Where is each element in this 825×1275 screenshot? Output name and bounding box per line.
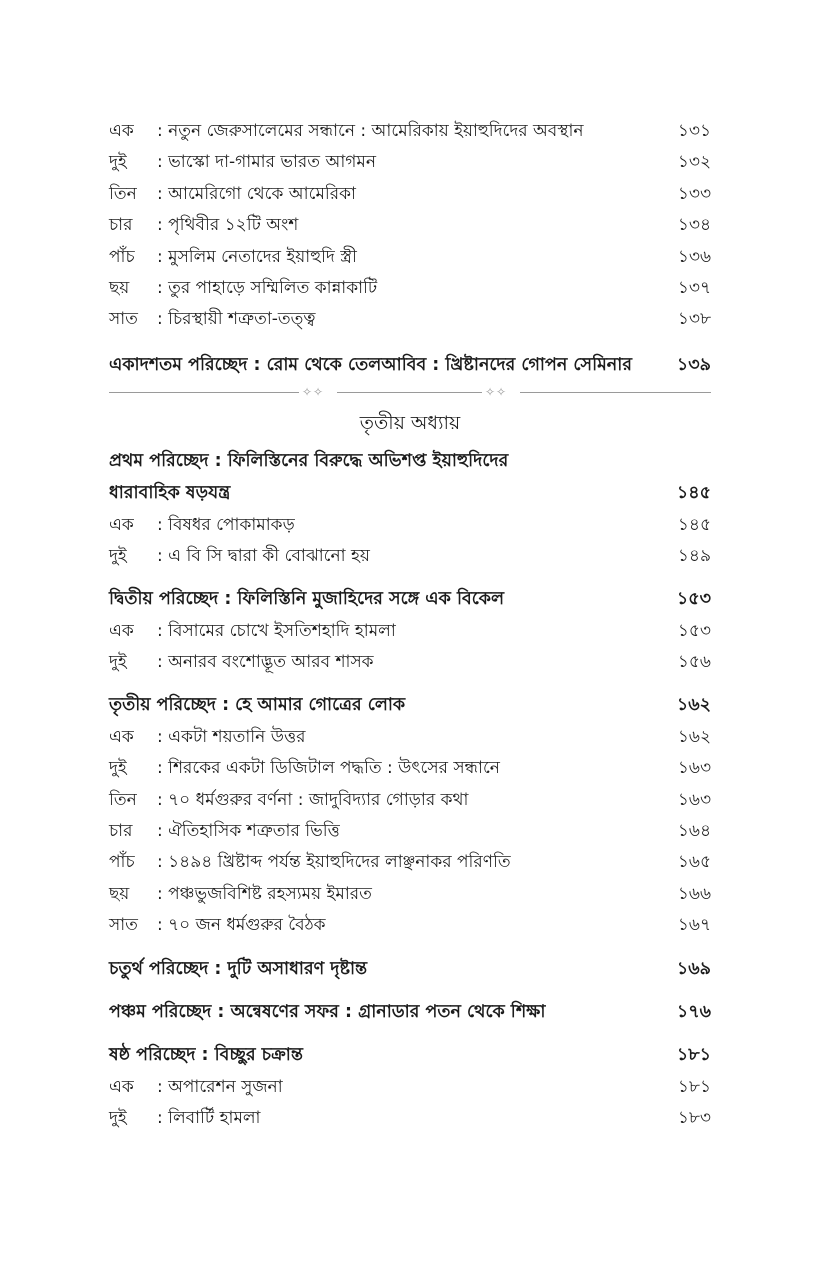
chapter-page: ১৬২ <box>676 695 711 716</box>
toc-entry <box>109 273 711 304</box>
entry-number: ছয় <box>109 883 130 904</box>
divider-line-center <box>337 392 482 393</box>
entry-number: এক <box>109 726 134 747</box>
chapter-title: চতুর্থ পরিচ্ছেদ : দুটি অসাধারণ দৃষ্টান্ত <box>109 958 368 979</box>
entry-title: : ঐতিহাসিক শত্রুতার ভিত্তি <box>157 821 340 842</box>
entry-title: : চিরস্থায়ী শত্রুতা-তত্ত্ব <box>157 309 316 330</box>
toc-entry <box>109 541 711 572</box>
entry-page: ১৫৩ <box>677 620 711 641</box>
entry-page: ১৬৫ <box>677 852 711 873</box>
entry-page: ১৩৩ <box>677 183 711 204</box>
entry-page: ১৮৩ <box>677 1108 711 1129</box>
entry-title: : শিরকের একটা ডিজিটাল পদ্ধতি : উৎসের সন্ধানে <box>157 758 500 779</box>
toc-entry <box>109 1072 711 1103</box>
divider-line-left <box>109 392 299 393</box>
chapter-title: দ্বিতীয় পরিচ্ছেদ : ফিলিস্তিনি মুজাহিদের সঙ্গে এক বিকেল <box>109 589 505 610</box>
part-title: তৃতীয় অধ্যায় <box>359 412 461 435</box>
chapter-heading-6 <box>109 1040 711 1071</box>
entry-title: : লিবার্টি হামলা <box>157 1108 261 1129</box>
entry-page: ১৬৩ <box>677 789 711 810</box>
entry-number: পাঁচ <box>109 246 135 267</box>
entry-page: ১৪৯ <box>677 545 711 566</box>
toc-entry <box>109 210 711 241</box>
entry-number: দুই <box>109 652 127 673</box>
entry-title: : মুসলিম নেতাদের ইয়াহুদি স্ত্রী <box>157 246 357 267</box>
chapter-title: পঞ্চম পরিচ্ছেদ : অন্বেষণের সফর : গ্রানাডার পতন থেকে শিক্ষা <box>109 1001 546 1022</box>
entry-page: ১৩১ <box>677 121 711 141</box>
chapter-page: ১৬৯ <box>676 958 711 979</box>
chapter-page: ১৩৯ <box>676 354 711 375</box>
chapter-title-line2: ধারাবাহিক ষড়যন্ত্র <box>109 483 231 504</box>
entry-page: ১৩৪ <box>677 215 711 236</box>
chapter-title: তৃতীয় পরিচ্ছেদ : হে আমার গোত্রের লোক <box>109 695 406 716</box>
entry-title: : পঞ্চভুজবিশিষ্ট রহস্যময় ইমারত <box>157 883 372 904</box>
entry-number: দুই <box>109 545 127 566</box>
entry-number: এক <box>109 514 134 535</box>
section-items <box>109 116 711 336</box>
entry-number: সাত <box>109 309 138 330</box>
toc-entry <box>109 816 711 847</box>
chapter-page: ১৭৬ <box>676 1001 711 1022</box>
ornament-right: ✧✧ <box>485 385 508 400</box>
entry-number: দুই <box>109 1108 127 1129</box>
ornament-left: ✧✧ <box>302 385 325 400</box>
entry-page: ১৬৭ <box>677 915 711 936</box>
entry-number: এক <box>109 1076 134 1097</box>
entry-title: : ৭০ ধর্মগুরুর বর্ণনা : জাদুবিদ্যার গোড়ার কথা <box>157 789 469 810</box>
entry-title: : বিষধর পোকামাকড় <box>157 514 295 535</box>
chapter-title: ষষ্ঠ পরিচ্ছেদ : বিচ্ছুর চক্রান্ত <box>109 1045 303 1066</box>
entry-page: ১৬৪ <box>677 821 711 842</box>
toc-entry <box>109 647 711 678</box>
table-of-contents <box>109 116 711 1135</box>
toc-entry <box>109 753 711 784</box>
entry-page: ১৬৩ <box>677 758 711 779</box>
toc-entry <box>109 847 711 878</box>
entry-page: ১৮১ <box>677 1076 711 1097</box>
entry-title: : একটা শয়তানি উত্তর <box>157 726 306 747</box>
entry-number: এক <box>109 121 134 141</box>
entry-title: : ৭০ জন ধর্মগুরুর বৈঠক <box>157 915 326 936</box>
entry-page: ১৬৬ <box>677 883 711 904</box>
entry-title: : এ বি সি দ্বারা কী বোঝানো হয় <box>157 545 370 566</box>
toc-entry <box>109 147 711 178</box>
entry-page: ১৩৭ <box>677 277 711 298</box>
ornamental-divider <box>109 385 711 399</box>
chapter-heading-4 <box>109 954 711 985</box>
toc-entry <box>109 242 711 273</box>
entry-number: দুই <box>109 758 127 779</box>
entry-page: ১৫৬ <box>677 652 711 673</box>
chapter-heading-11 <box>109 350 711 381</box>
entry-title: : পৃথিবীর ১২টি অংশ <box>157 215 299 236</box>
entry-number: চার <box>109 215 133 236</box>
entry-title: : বিসামের চোখে ইসতিশহাদি হামলা <box>157 620 396 641</box>
chapter-title: একাদশতম পরিচ্ছেদ : রোম থেকে তেলআবিব : খ্রিষ্টানদের গোপন সেমিনার <box>109 354 632 375</box>
chapter-title-line2-row <box>109 478 711 509</box>
entry-title: : ১৪৯৪ খ্রিষ্টাব্দ পর্যন্ত ইয়াহুদিদের লাঞ্ছনাকর পরিণতি <box>157 852 511 873</box>
toc-entry <box>109 1103 711 1134</box>
chapter-title-line1: প্রথম পরিচ্ছেদ : ফিলিস্তিনের বিরুদ্ধে অভিশপ্ত ইয়াহুদিদের <box>109 451 509 472</box>
divider-line-right <box>520 392 711 393</box>
toc-entry <box>109 179 711 210</box>
entry-number: পাঁচ <box>109 852 135 873</box>
entry-title: : নতুন জেরুসালেমের সন্ধানে : আমেরিকায় ইয়াহুদিদের অবস্থান <box>157 121 584 141</box>
toc-entry <box>109 910 711 941</box>
chapter-page: ১৫৩ <box>676 589 711 610</box>
toc-entry <box>109 616 711 647</box>
entry-number: দুই <box>109 152 127 173</box>
toc-entry <box>109 116 711 147</box>
entry-page: ১৩৬ <box>677 246 711 267</box>
entry-page: ১৪৫ <box>677 514 711 535</box>
entry-number: ছয় <box>109 277 130 298</box>
entry-page: ১৩৮ <box>677 309 711 330</box>
entry-title: : অপারেশন সুজনা <box>157 1076 283 1097</box>
entry-number: সাত <box>109 915 138 936</box>
entry-number: তিন <box>109 789 137 810</box>
chapter-heading-5 <box>109 997 711 1028</box>
entry-number: তিন <box>109 183 137 204</box>
chapter-heading-3 <box>109 690 711 721</box>
entry-title: : আমেরিগো থেকে আমেরিকা <box>157 183 356 204</box>
toc-entry <box>109 510 711 541</box>
toc-entry <box>109 879 711 910</box>
entry-title: : ভাস্কো দা-গামার ভারত আগমন <box>157 152 376 173</box>
toc-entry <box>109 785 711 816</box>
chapter-heading-1 <box>109 445 711 509</box>
entry-title: : তুর পাহাড়ে সম্মিলিত কান্নাকাটি <box>157 277 378 298</box>
entry-page: ১৩২ <box>677 152 711 173</box>
toc-entry <box>109 304 711 335</box>
entry-title: : অনারব বংশোদ্ভূত আরব শাসক <box>157 652 374 673</box>
entry-number: চার <box>109 821 133 842</box>
chapter-page: ১৮১ <box>676 1045 711 1066</box>
entry-number: এক <box>109 620 134 641</box>
chapter-page: ১৪৫ <box>676 483 711 504</box>
chapter-heading-2 <box>109 584 711 615</box>
entry-page: ১৬২ <box>677 726 711 747</box>
toc-entry <box>109 722 711 753</box>
